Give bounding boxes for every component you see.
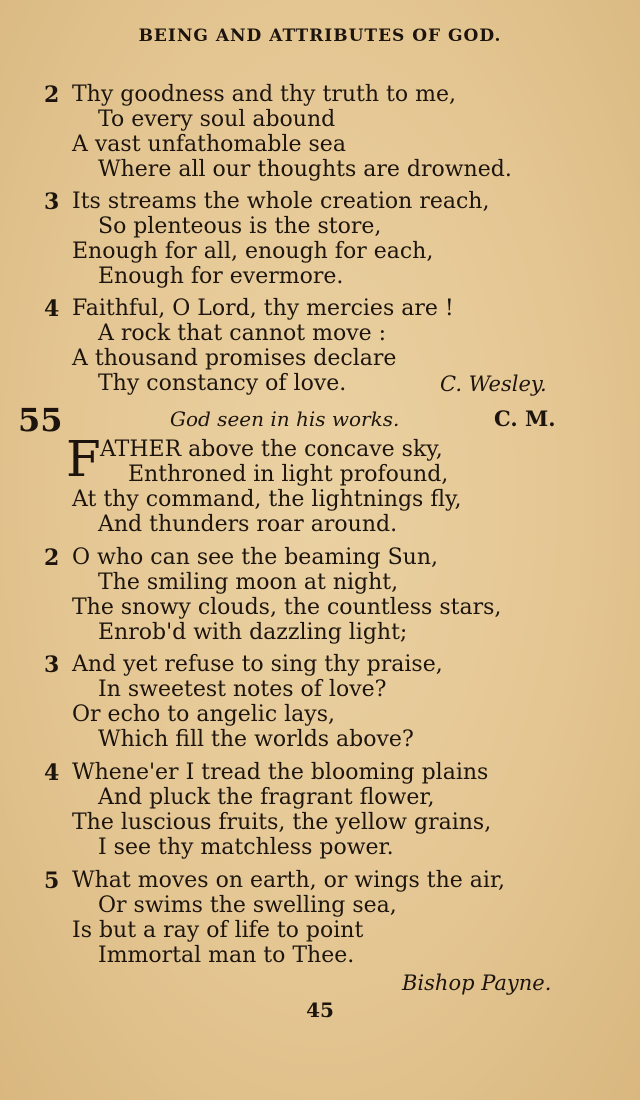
- verse-line: Where all our thoughts are drowned.: [98, 157, 512, 182]
- verse-line: Is but a ray of life to point: [72, 918, 364, 943]
- verse-line: A vast unfathomable sea: [72, 132, 346, 157]
- verse-line: Faithful, O Lord, thy mercies are !: [72, 296, 454, 321]
- verse-line: To every soul abound: [98, 107, 336, 132]
- verse-number: 3: [44, 652, 60, 678]
- verse-line: Enough for all, enough for each,: [72, 239, 434, 264]
- hymn-title: God seen in his works.: [170, 407, 400, 431]
- verse-number: 2: [44, 545, 60, 571]
- verse-line: What moves on earth, or wings the air,: [72, 868, 506, 893]
- verse-line: I see thy matchless power.: [98, 835, 394, 860]
- verse-line: The luscious fruits, the yellow grains,: [72, 810, 492, 835]
- hymn-number: 55: [18, 401, 63, 439]
- verse-line: A thousand promises declare: [72, 346, 397, 371]
- verse-line: Or swims the swelling sea,: [98, 893, 397, 918]
- verse-line: Immortal man to Thee.: [98, 943, 355, 968]
- verse-line: Its streams the whole creation reach,: [72, 189, 490, 214]
- verse-line: And pluck the fragrant flower,: [98, 785, 435, 810]
- verse-line: Which fill the worlds above?: [98, 727, 414, 752]
- verse-line: Whene'er I tread the blooming plains: [72, 760, 489, 785]
- verse-line: The smiling moon at night,: [98, 570, 399, 595]
- hymn-meter: C. M.: [494, 406, 556, 431]
- verse-line: And thunders roar around.: [98, 512, 398, 537]
- verse-number: 5: [44, 868, 60, 894]
- verse-number: 4: [44, 760, 60, 786]
- running-head: BEING AND ATTRIBUTES OF GOD.: [138, 26, 502, 46]
- verse-line: O who can see the beaming Sun,: [72, 545, 438, 570]
- verse-line: Or echo to angelic lays,: [72, 702, 336, 727]
- verse-line: Enrob'd with dazzling light;: [98, 620, 408, 645]
- drop-cap: F: [66, 430, 101, 488]
- verse-line: Enthroned in light profound,: [128, 462, 449, 487]
- author-credit: Bishop Payne.: [402, 971, 552, 995]
- verse-number: 3: [44, 189, 60, 215]
- verse-line: Thy goodness and thy truth to me,: [72, 82, 456, 107]
- verse-number: 2: [44, 82, 60, 108]
- verse-line: So plenteous is the store,: [98, 214, 382, 239]
- verse-line: And yet refuse to sing thy praise,: [72, 652, 443, 677]
- verse-line: The snowy clouds, the countless stars,: [72, 595, 502, 620]
- verse-line: ATHER above the concave sky,: [100, 437, 443, 462]
- author-credit: C. Wesley.: [440, 372, 547, 396]
- verse-line: Enough for evermore.: [98, 264, 344, 289]
- verse-number: 4: [44, 296, 60, 322]
- verse-line: At thy command, the lightnings fly,: [72, 487, 462, 512]
- page-number: 45: [306, 998, 334, 1022]
- verse-line: A rock that cannot move :: [98, 321, 387, 346]
- verse-line: In sweetest notes of love?: [98, 677, 387, 702]
- verse-line: Thy constancy of love.: [98, 371, 347, 396]
